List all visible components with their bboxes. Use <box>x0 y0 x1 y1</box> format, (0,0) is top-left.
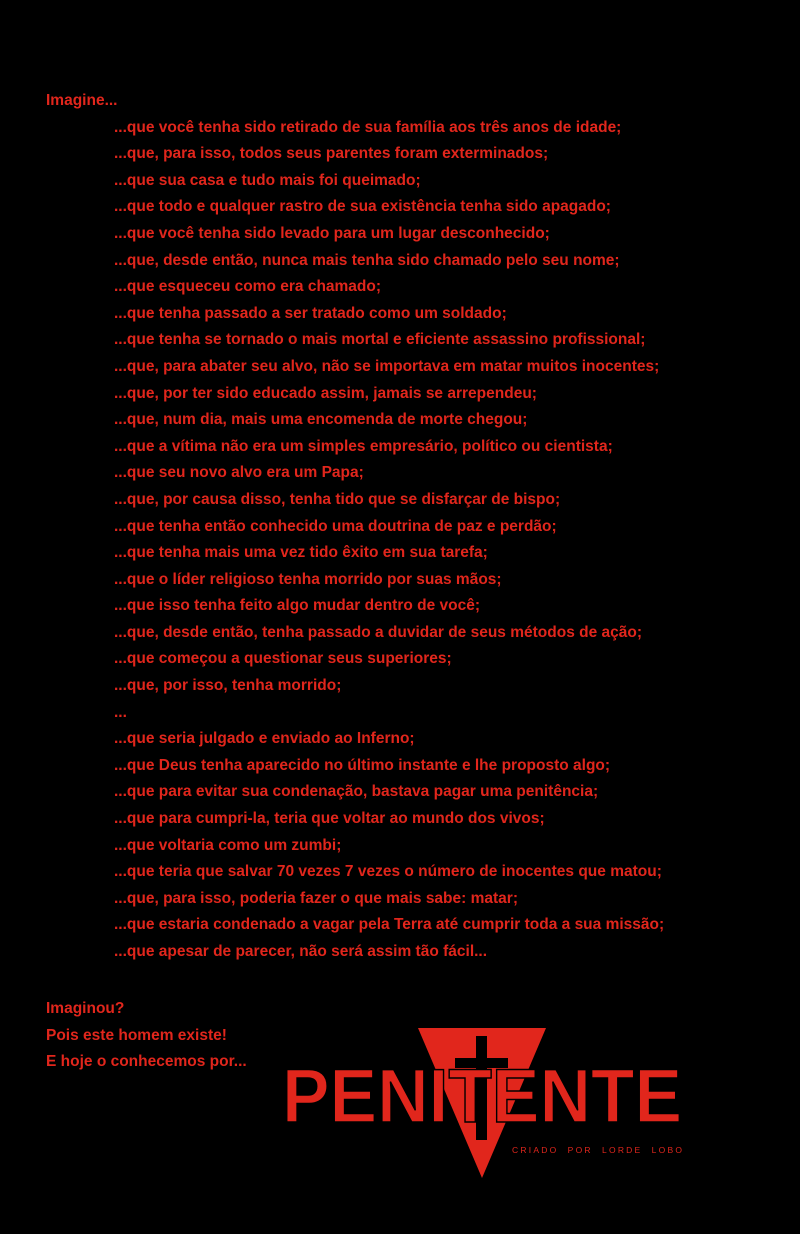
intro-text: Imagine... <box>46 92 118 109</box>
story-line: ...que seria julgado e enviado ao Inferno; <box>114 730 415 748</box>
story-line: ...que você tenha sido levado para um lugar desconhecido; <box>114 224 550 242</box>
penitente-logo <box>280 1028 700 1180</box>
story-line: ...que seu novo alvo era um Papa; <box>114 464 364 482</box>
story-line: ...que você tenha sido retirado de sua família aos três anos de idade; <box>114 118 622 136</box>
story-line: ...que teria que salvar 70 vezes 7 vezes o número de inocentes que matou; <box>114 863 662 881</box>
story-line: ...que para evitar sua condenação, bastava pagar uma penitência; <box>114 783 599 801</box>
story-line: ...que apesar de parecer, não será assim tão fácil... <box>114 943 488 960</box>
story-line: ...que tenha passado a ser tratado como um soldado; <box>114 304 507 322</box>
story-line: ...que todo e qualquer rastro de sua existência tenha sido apagado; <box>114 198 611 216</box>
outro-line: Pois este homem existe! <box>46 1026 227 1044</box>
story-line: ...que a vítima não era um simples empresário, político ou cientista; <box>114 437 613 455</box>
story-line: ...que tenha se tornado o mais mortal e eficiente assassino profissional; <box>114 331 646 349</box>
story-line: ...que, para abater seu alvo, não se importava em matar muitos inocentes; <box>114 357 660 375</box>
story-lines <box>114 115 664 966</box>
story-line: ...que estaria condenado a vagar pela Terra até cumprir toda a sua missão; <box>114 916 665 934</box>
outro-line: Imaginou? <box>46 1000 125 1017</box>
logo-title: PENITENTE <box>282 1054 682 1139</box>
story-line: ... <box>114 703 127 721</box>
story-line: ...que, por causa disso, tenha tido que se disfarçar de bispo; <box>114 490 561 508</box>
story-line: ...que Deus tenha aparecido no último instante e lhe proposto algo; <box>114 756 611 774</box>
story-line: ...que isso tenha feito algo mudar dentro de você; <box>114 597 481 615</box>
story-line: ...que voltaria como um zumbi; <box>114 836 342 854</box>
story-line: ...que sua casa e tudo mais foi queimado; <box>114 171 421 189</box>
story-line: ...que, num dia, mais uma encomenda de morte chegou; <box>114 411 528 429</box>
story-line: ...que, desde então, nunca mais tenha sido chamado pelo seu nome; <box>114 251 620 269</box>
story-line: ...que o líder religioso tenha morrido por suas mãos; <box>114 570 502 588</box>
story-line: ...que para cumpri-la, teria que voltar ao mundo dos vivos; <box>114 810 545 828</box>
outro-line: E hoje o conhecemos por... <box>46 1053 247 1071</box>
story-line: ...que, para isso, todos seus parentes foram exterminados; <box>114 145 549 163</box>
story-line: ...que tenha então conhecido uma doutrina de paz e perdão; <box>114 517 557 535</box>
story-line: ...que, por isso, tenha morrido; <box>114 677 342 695</box>
story-line: ...que, por ter sido educado assim, jamais se arrependeu; <box>114 384 537 402</box>
story-line: ...que começou a questionar seus superiores; <box>114 650 452 668</box>
story-line: ...que esqueceu como era chamado; <box>114 278 382 296</box>
story-line: ...que, desde então, tenha passado a duvidar de seus métodos de ação; <box>114 623 643 641</box>
story-line: ...que tenha mais uma vez tido êxito em sua tarefa; <box>114 544 488 562</box>
outro-lines <box>46 996 247 1076</box>
story-line: ...que, para isso, poderia fazer o que mais sabe: matar; <box>114 889 518 907</box>
logo-credit: CRIADO POR LORDE LOBO <box>512 1145 682 1155</box>
